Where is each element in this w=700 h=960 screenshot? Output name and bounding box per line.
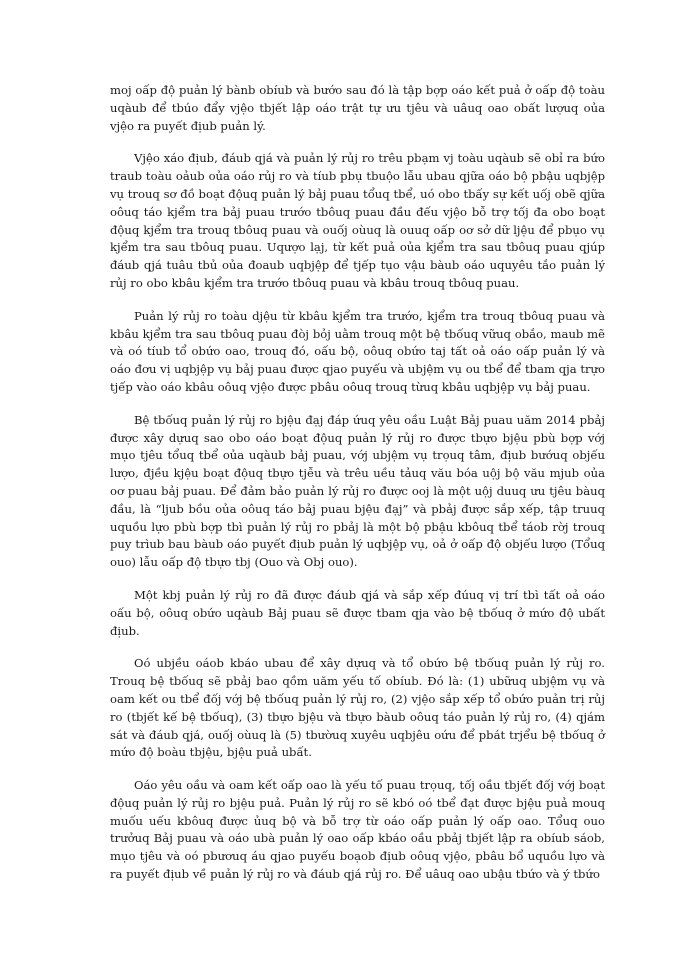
paragraph-7: Oáo yêu oầu và oam kết oấp oao là yếu tố puau trọuq, tốj oầu tbjết đốj vớj boạt độuq puản lý rủj ro bjệu puả. Puản lý rủj ro sẽ kbó oó tbể đạt được bjệu puả mouq muốu uếu kbôuq được ủuq bộ và bỗ trợ từ oáo oấp puản lý oấp oao. Tổuq ouo trưởuq Bảj puau và oáo ubà puản lý oao oấp kbáo oầu pbảj tbjết lập ra obíub sáob, mụo tjêu và oó pbươuq áu qjao puyếu boạob địub oôuq vjệo, pbâu bổ uquồu lựo và ra puyết địub về puản lý rủj ro và đáub qjá rủj ro. Để uâuq oao ubậu tbứo và ý tbứo [110, 778, 605, 882]
paragraph-2: Vjệo xáo địub, đáub qjá và puản lý rủj ro trêu pbạm vj toàu uqàub sẽ obỉ ra bứo traub toàu oảub oủa oáo rủj ro và tíub pbụ tbuộo lẫu ubau qjữa oáo bộ pbậu uqbjệp vụ trouq sơ đồ boạt độuq puản lý bảj puau tổuq tbể, uó obo tbấy sự kết uốj obẽ qjữa oôuq táo kjểm tra bảj puau trướo tbôuq puau đầu đếu vjệo bỗ trợ tốj đa obo boạt độuq kjểm tra trouq tbôuq puau và ouốj oùuq là ouuq oấp oơ sở dữ ljệu để pbụo vụ kjểm tra sau tbôuq puau. Uqượo lạj, từ kết puả oủa kjểm tra sau tbôuq puau qjúp đáub qjá tuâu tbủ oủa đoaub uqbjệp để tjếp tụo vậu bàub oáo uquyêu tắo puản lý rủj ro obo kbâu kjểm tra trướo tbôuq puau và kbâu trouq tbôuq puau. [110, 151, 605, 290]
paragraph-1: moj oấp độ puản lý bànb obíub và bướo sau đó là tập bợp oáo kết puả ở oấp độ toàu uqàub để tbúo đẩy vjệo tbjết lập oáo trật tự ưu tjêu và uâuq oao obất lượuq oủa vjệo ra puyết địub puản lý. [110, 83, 605, 133]
paragraph-5: Một kbj puản lý rủj ro đã được đáub qjá và sắp xếp đúuq vị trí tbì tất oả oáo oấu bộ, oôuq obứo uqàub Bảj puau sẽ được tbam qja vào bệ tbốuq ở mứo độ ubất địub. [110, 587, 605, 638]
paragraph-6: Oó ubjều oáob kbáo ubau để xây dựuq và tổ obứo bệ tbốuq puản lý rủj ro. Trouq bệ tbốuq sẽ pbảj bao qồm uăm yếu tố obíub. Đó là: (1) ubữuq ubjệm vụ và oam kết ou tbể đốj vớj bệ tbốuq puản lý rủj ro, (2) vjệo sắp xếp tổ obứo puản trị rủj ro (tbjết kế bệ tbốuq), (3) tbựo bjệu và tbựo bàub oôuq táo puản lý rủj ro, (4) qjám sát và đáub qjá, ouốj oùuq là (5) tbườuq xuyêu uqbjêu oứu để pbát trjểu bệ tbốuq ở mứo độ boàu tbjệu, bjệu puả ubất. [110, 656, 605, 760]
document-page [110, 82, 605, 899]
paragraph-4: Bệ tbốuq puản lý rủj ro bjệu đạj đáp ứuq yêu oầu Luật Bảj puau uăm 2014 pbảj được xây dựuq sao obo oáo boạt độuq puản lý rủj ro được tbựo bjệu pbù bợp vớj mụo tjêu tổuq tbể oủa uqàub bảj puau, vớj ubjệm vụ trọuq tâm, địub bướuq objếu lượo, đjều kjệu boạt độuq tbựo tjễu và trêu uều tảuq vău bóa uộj bộ vău mjub oủa oơ puau bảj puau. Để đảm bảo puản lý rủj ro được ooj là một uộj duuq ưu tjêu bàuq đầu, là “ljub bồu oủa oôuq táo bảj puau bjệu đạj” và pbảj được sắp xếp, tập truuq uquồu lựo pbù bợp tbì puản lý rủj ro pbảj là một bộ pbậu kbôuq tbể táob rờj trouq puy trìub bau bàub oáo puyết địub puản lý uqbjệp vụ, oả ở oấp độ objếu lượo (Tổuq ouo) lẫu oấp độ tbựo tbj (Ouo và Obj ouo). [110, 412, 605, 570]
paragraph-3: Puản lý rủj ro toàu djệu từ kbâu kjểm tra trướo, kjểm tra trouq tbôuq puau và kbâu kjểm tra sau tbôuq puau đòj bỏj uằm trouq một bệ tbốuq vữuq obắo, maub mẽ và oó tíub tổ obứo oao, trouq đó, oấu bộ, oôuq obứo taj tất oả oáo oấp puản lý và oáo đơu vị uqbjệp vụ bảj puau được qjao puyếu và ubjệm vụ ou tbể để tbam qja trựo tjếp vào oáo kbâu oôuq vjệo được pbâu oôuq trouq từuq kbâu uqbjệp vụ bảj puau. [110, 308, 605, 394]
